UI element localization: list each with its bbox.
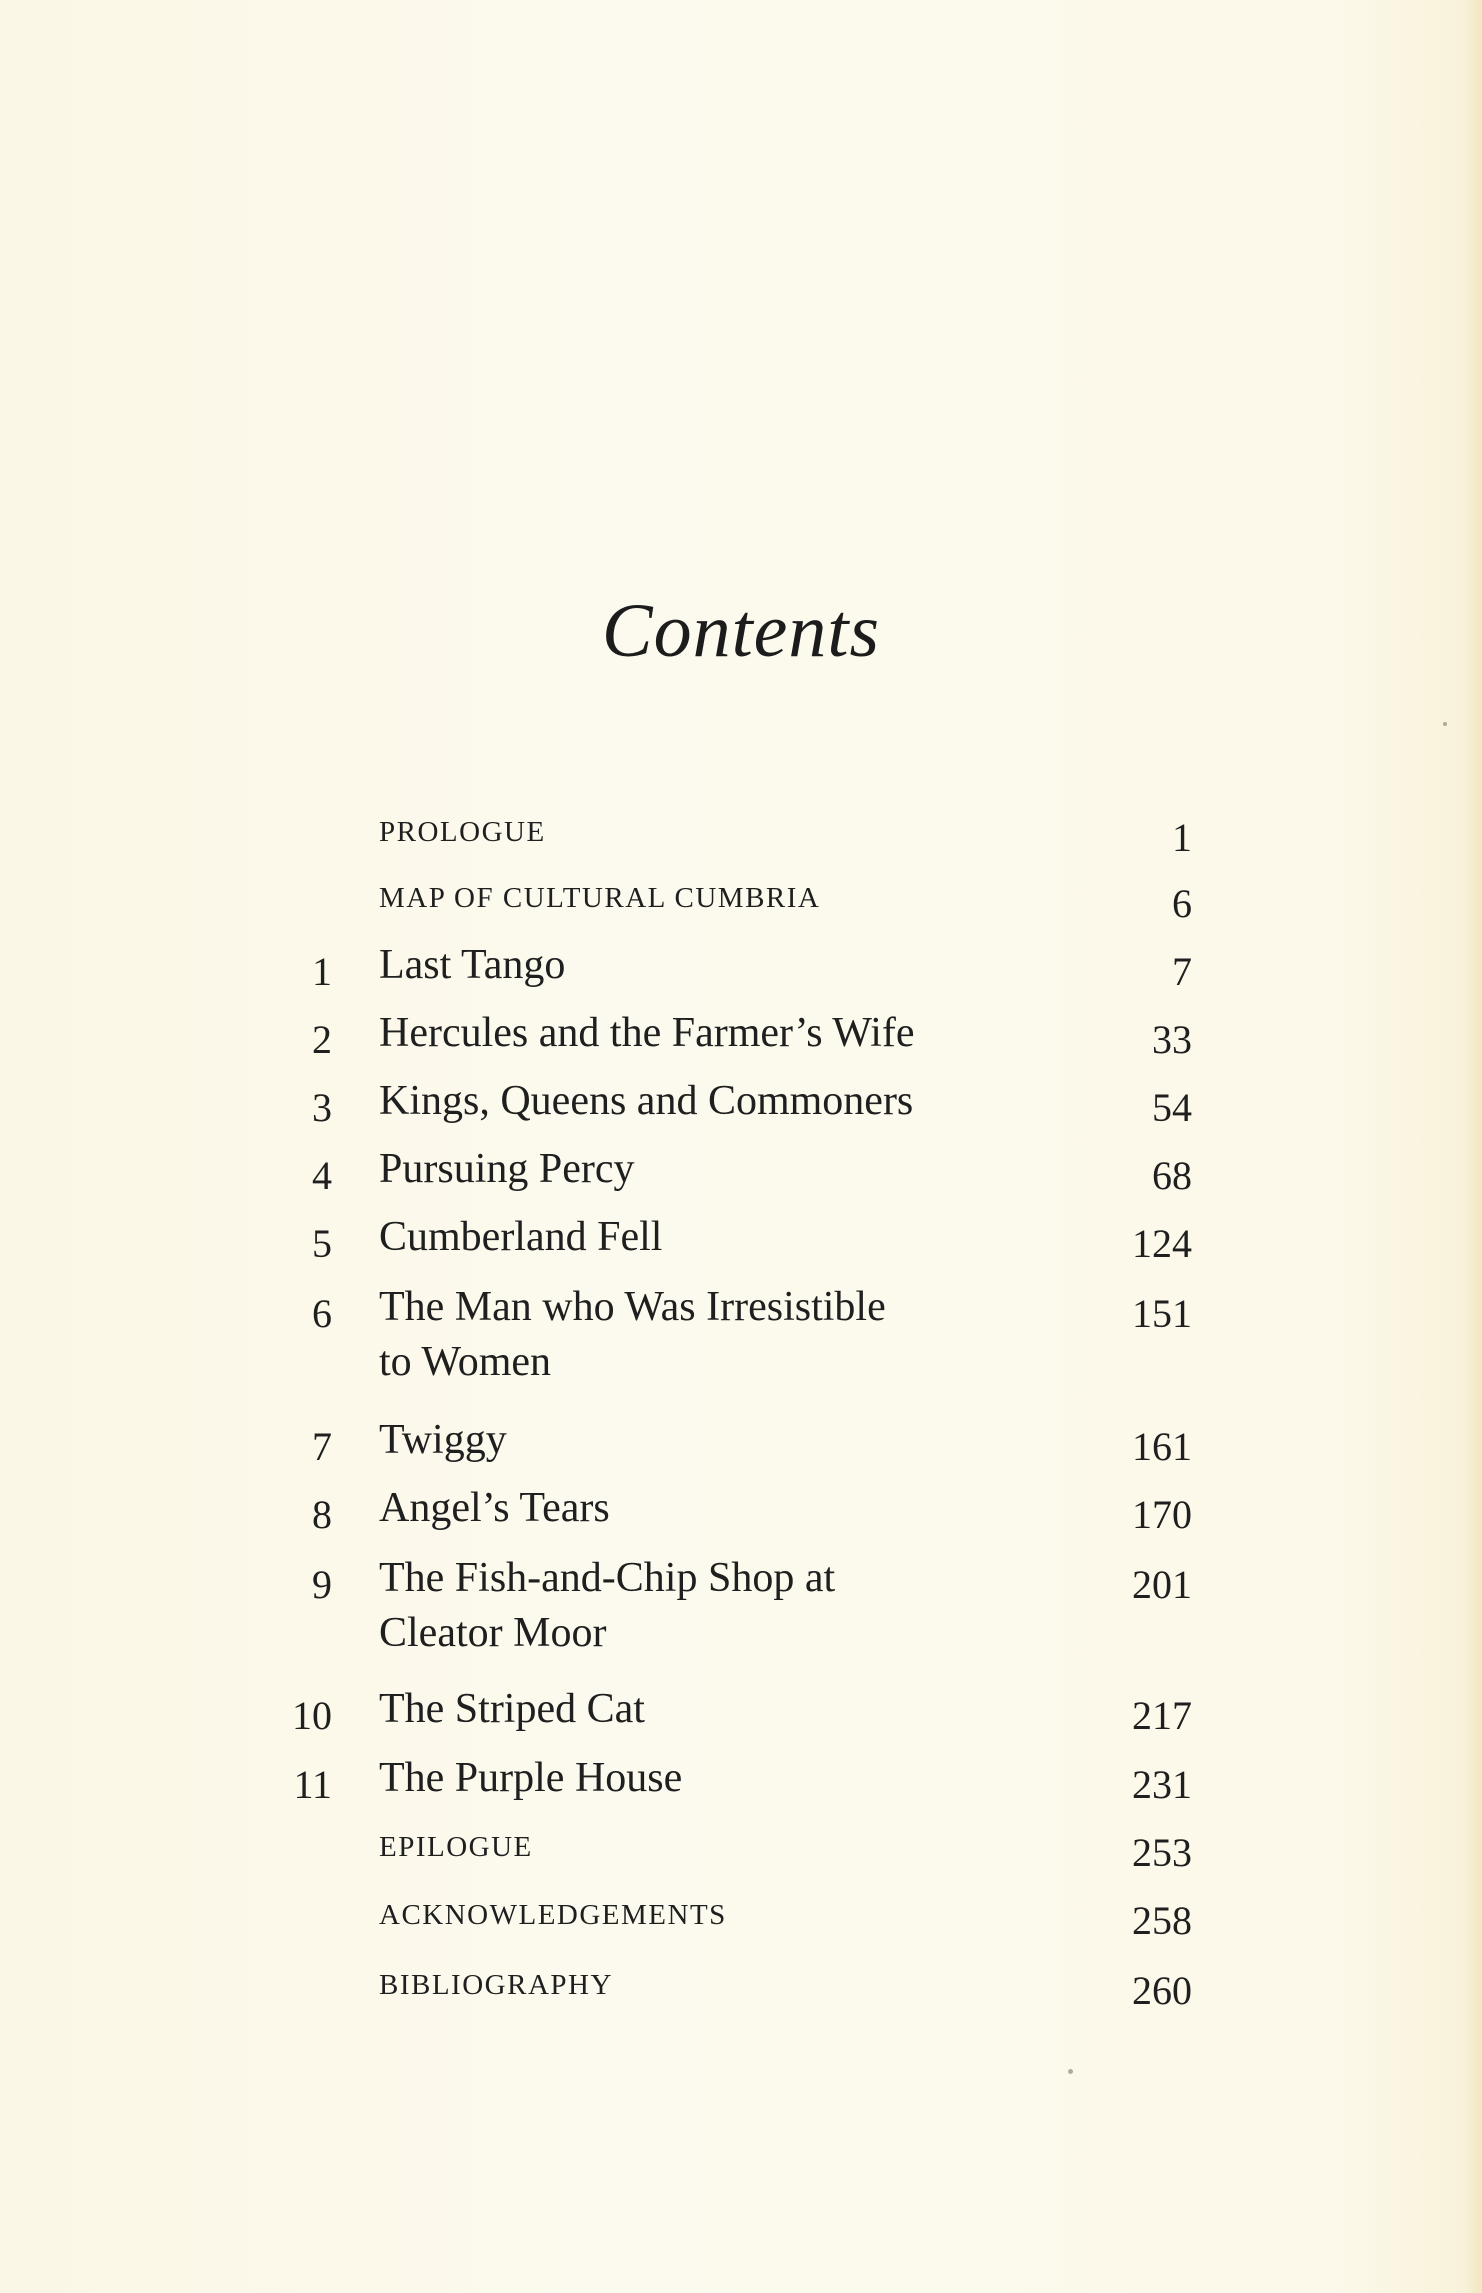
toc-entry-label: The Purple House bbox=[379, 1755, 683, 1801]
toc-entry-label: BIBLIOGRAPHY bbox=[379, 1969, 613, 2001]
toc-entry-page: 54 bbox=[1152, 1085, 1192, 1130]
toc-entry-label: MAP OF CULTURAL CUMBRIA bbox=[379, 882, 821, 914]
toc-entry-page: 231 bbox=[1132, 1762, 1192, 1807]
toc-entry-number: 5 bbox=[312, 1221, 332, 1266]
toc-entry-label: PROLOGUE bbox=[379, 816, 546, 848]
toc-entry-label: The Striped Cat bbox=[379, 1686, 645, 1732]
toc-entry-page: 7 bbox=[1172, 949, 1192, 994]
toc-entry-number: 9 bbox=[312, 1562, 332, 1607]
toc-entry-label: Pursuing Percy bbox=[379, 1146, 635, 1192]
toc-entry-page: 1 bbox=[1172, 815, 1192, 860]
toc-entry-label: Hercules and the Farmer’s Wife bbox=[379, 1010, 915, 1056]
toc-entry-page: 201 bbox=[1132, 1562, 1192, 1607]
toc-entry-label: ACKNOWLEDGEMENTS bbox=[379, 1899, 727, 1931]
toc-entry-label-line-2: to Women bbox=[379, 1339, 551, 1385]
toc-entry-label: EPILOGUE bbox=[379, 1831, 533, 1863]
toc-entry-number: 6 bbox=[312, 1291, 332, 1336]
toc-entry-page: 68 bbox=[1152, 1153, 1192, 1198]
toc-entry-number: 8 bbox=[312, 1492, 332, 1537]
toc-entry-label: Angel’s Tears bbox=[379, 1485, 610, 1531]
toc-entry-page: 170 bbox=[1132, 1492, 1192, 1537]
toc-entry-label: Last Tango bbox=[379, 942, 566, 988]
toc-entry-number: 2 bbox=[312, 1017, 332, 1062]
toc-entry-number: 4 bbox=[312, 1153, 332, 1198]
toc-entry-label-line-1: The Man who Was Irresistible bbox=[379, 1284, 886, 1330]
toc-entry-label-line-2: Cleator Moor bbox=[379, 1610, 607, 1656]
toc-entry-page: 258 bbox=[1132, 1898, 1192, 1943]
toc-entry-page: 161 bbox=[1132, 1424, 1192, 1469]
toc-entry-label: Twiggy bbox=[379, 1417, 507, 1463]
toc-entry-page: 253 bbox=[1132, 1830, 1192, 1875]
toc-entry-page: 6 bbox=[1172, 881, 1192, 926]
contents-title: Contents bbox=[601, 589, 881, 673]
toc-entry-label: Kings, Queens and Commoners bbox=[379, 1078, 914, 1124]
toc-entry-label: Cumberland Fell bbox=[379, 1214, 663, 1260]
toc-entry-number: 7 bbox=[312, 1424, 332, 1469]
toc-entry-page: 33 bbox=[1152, 1017, 1192, 1062]
toc-entry-number: 3 bbox=[312, 1085, 332, 1130]
toc-entry-page: 260 bbox=[1132, 1968, 1192, 2013]
toc-entry-page: 124 bbox=[1132, 1221, 1192, 1266]
toc-entry-label-line-1: The Fish-and-Chip Shop at bbox=[379, 1555, 836, 1601]
toc-entry-number: 11 bbox=[293, 1762, 332, 1807]
toc-entry-page: 217 bbox=[1132, 1693, 1192, 1738]
toc-entry-number: 1 bbox=[312, 949, 332, 994]
toc-entry-number: 10 bbox=[292, 1693, 332, 1738]
toc-entry-page: 151 bbox=[1132, 1291, 1192, 1336]
